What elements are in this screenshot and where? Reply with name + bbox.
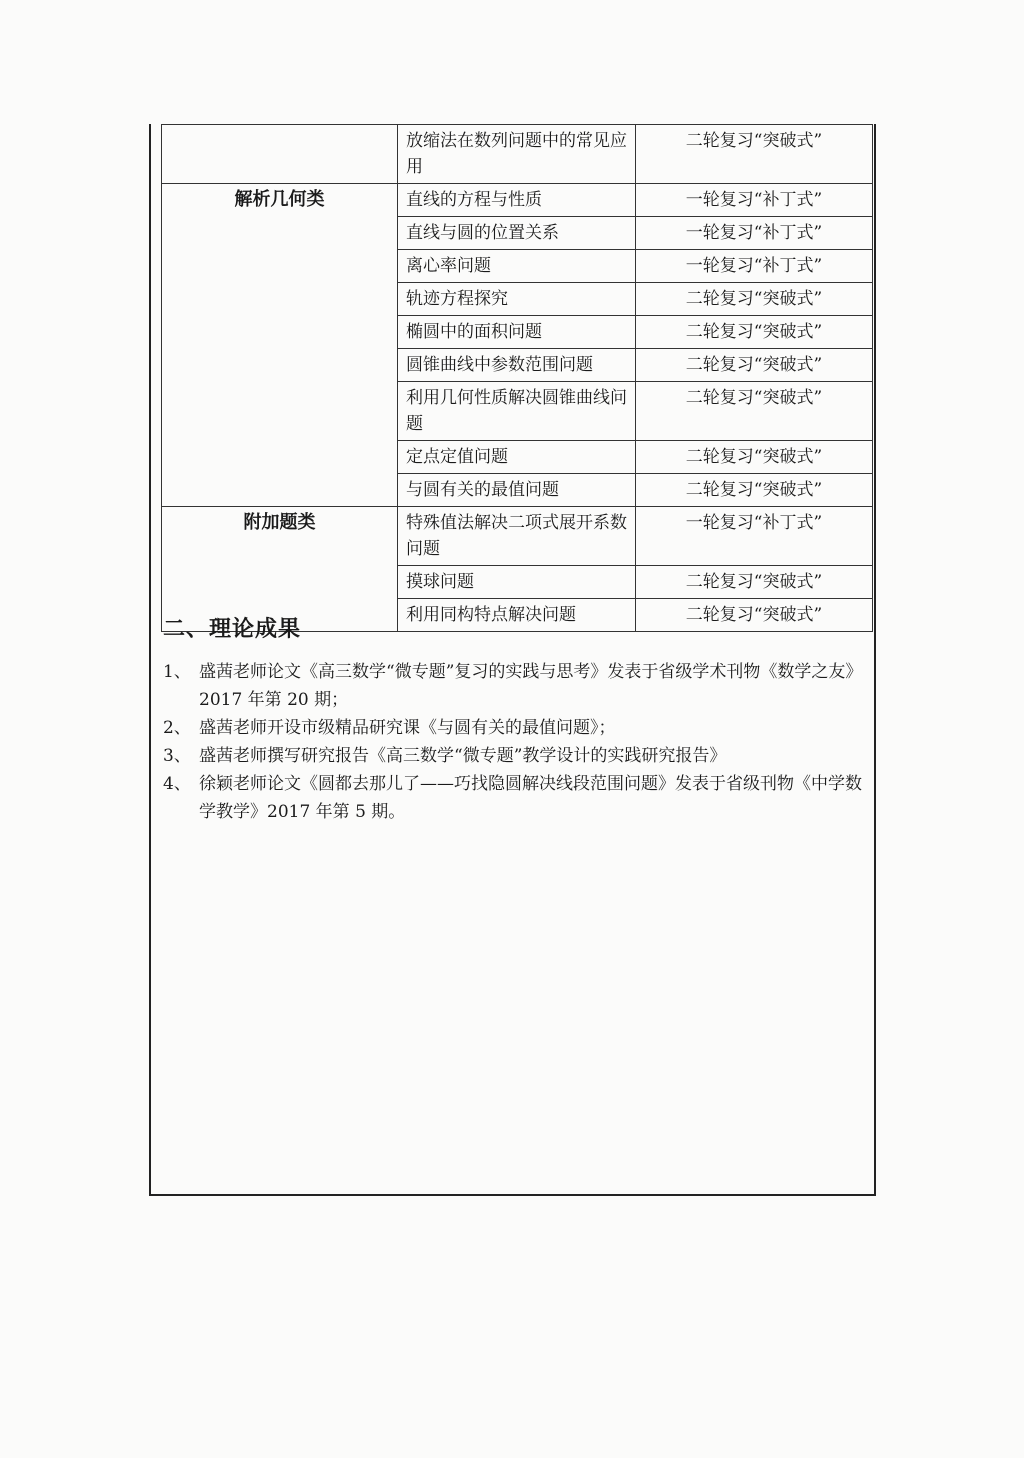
item-number: 3、 [163, 746, 191, 766]
review-mode-cell: 二轮复习“突破式” [636, 441, 873, 474]
topic-cell: 圆锥曲线中参数范围问题 [398, 349, 636, 382]
review-mode-cell: 二轮复习“突破式” [636, 125, 873, 184]
topic-table [161, 124, 873, 632]
table-row [162, 507, 873, 566]
topic-cell: 定点定值问题 [398, 441, 636, 474]
list-item [163, 742, 875, 770]
review-mode-cell: 二轮复习“突破式” [636, 566, 873, 599]
topic-cell: 与圆有关的最值问题 [398, 474, 636, 507]
category-cell: 附加题类 [162, 507, 398, 632]
item-text: 盛茜老师撰写研究报告《高三数学“微专题”教学设计的实践研究报告》 [199, 746, 727, 766]
list-item [163, 770, 875, 826]
topic-cell: 椭圆中的面积问题 [398, 316, 636, 349]
topic-cell: 轨迹方程探究 [398, 283, 636, 316]
category-cell [162, 125, 398, 184]
topic-cell: 利用同构特点解决问题 [398, 599, 636, 632]
review-mode-cell: 二轮复习“突破式” [636, 599, 873, 632]
topic-cell: 特殊值法解决二项式展开系数问题 [398, 507, 636, 566]
review-mode-cell: 二轮复习“突破式” [636, 349, 873, 382]
topic-cell: 直线与圆的位置关系 [398, 217, 636, 250]
topic-cell: 摸球问题 [398, 566, 636, 599]
review-mode-cell: 一轮复习“补丁式” [636, 184, 873, 217]
topic-cell: 放缩法在数列问题中的常见应用 [398, 125, 636, 184]
list-item [163, 714, 875, 742]
review-mode-cell: 二轮复习“突破式” [636, 283, 873, 316]
review-mode-cell: 二轮复习“突破式” [636, 316, 873, 349]
review-mode-cell: 二轮复习“突破式” [636, 382, 873, 441]
review-mode-cell: 一轮复习“补丁式” [636, 217, 873, 250]
section-title: 二、理论成果 [163, 617, 302, 642]
review-mode-cell: 一轮复习“补丁式” [636, 250, 873, 283]
achievement-list [163, 658, 875, 826]
topic-cell: 直线的方程与性质 [398, 184, 636, 217]
item-number: 1、 [163, 662, 191, 682]
topic-cell: 离心率问题 [398, 250, 636, 283]
review-mode-cell: 一轮复习“补丁式” [636, 507, 873, 566]
item-number: 2、 [163, 718, 191, 738]
item-number: 4、 [163, 774, 191, 794]
table-row [162, 125, 873, 184]
category-cell: 解析几何类 [162, 184, 398, 507]
topic-cell: 利用几何性质解决圆锥曲线问题 [398, 382, 636, 441]
item-text: 盛茜老师开设市级精品研究课《与圆有关的最值问题》； [199, 718, 616, 738]
item-text: 盛茜老师论文《高三数学“微专题”复习的实践与思考》发表于省级学术刊物《数学之友》2017 年第 20 期； [199, 662, 863, 710]
item-text: 徐颖老师论文《圆都去那儿了——巧找隐圆解决线段范围问题》发表于省级刊物《中学数学教学》2017 年第 5 期。 [199, 774, 862, 822]
table-row [162, 184, 873, 217]
list-item [163, 658, 875, 714]
review-mode-cell: 二轮复习“突破式” [636, 474, 873, 507]
